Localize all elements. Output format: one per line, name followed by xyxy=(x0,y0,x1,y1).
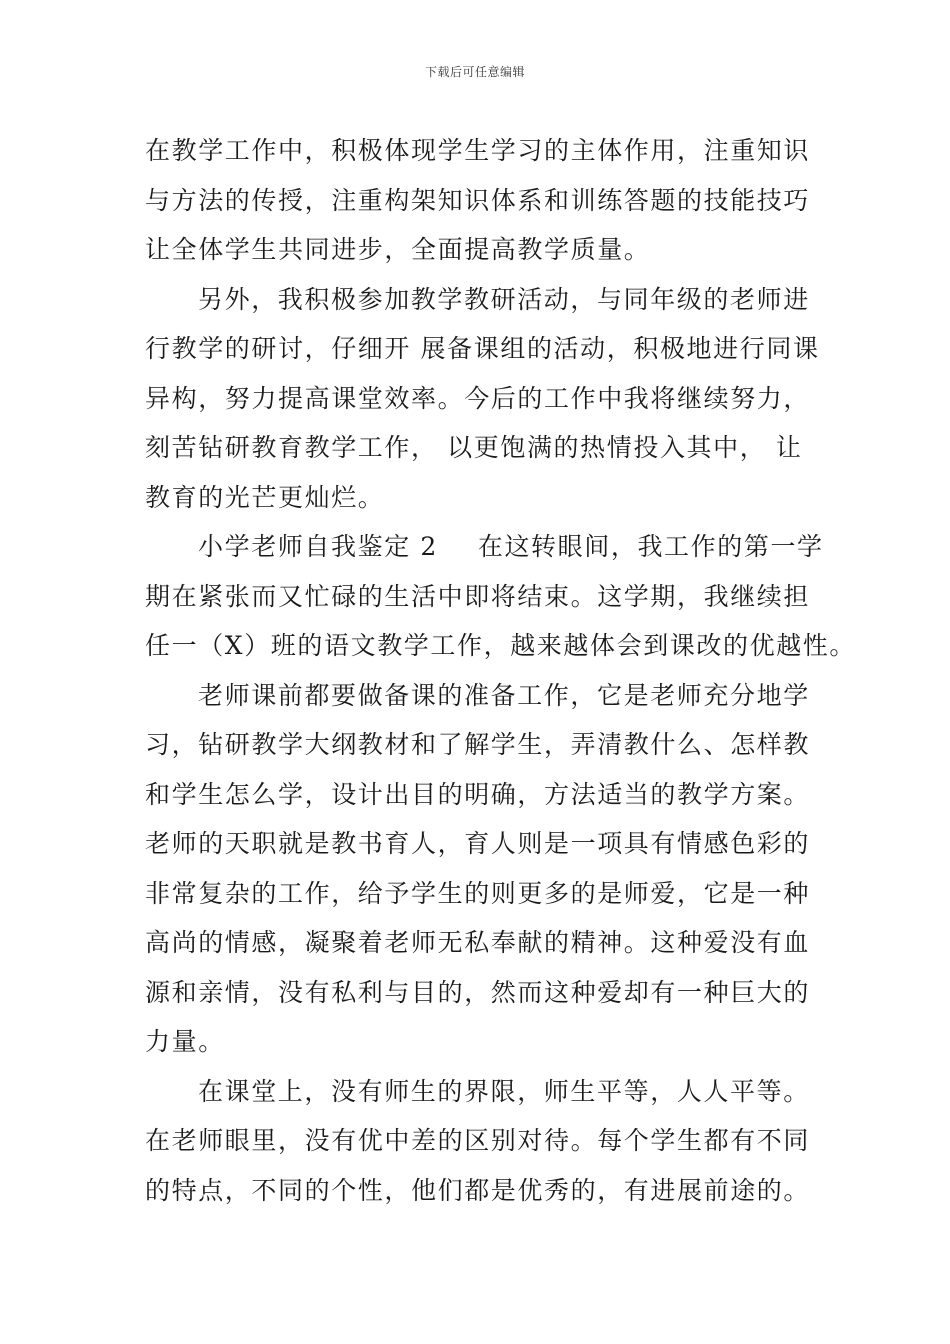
text-line: 老师课前都要做备课的准备工作，它是老师充分地学 xyxy=(198,680,810,710)
text-line: 源和亲情，没有私利与目的，然而这种爱却有一种巨大的 xyxy=(145,977,811,1007)
text-line: 老师的天职就是教书育人，育人则是一项具有情感色彩的 xyxy=(145,829,811,858)
text-line: 任一（X）班的语文教学工作，越来越体会到课改的优越性。 xyxy=(145,631,856,660)
text-line: 教育的光芒更灿烂。 xyxy=(145,482,385,512)
page-header: 下载后可任意编辑 xyxy=(424,65,525,79)
text-line: 期在紧张而又忙碌的生活中即将结束。这学期，我继续担 xyxy=(145,581,811,611)
document-body xyxy=(145,126,856,1215)
text-line: 与方法的传授，注重构架知识体系和训练答题的技能技巧 xyxy=(145,185,811,215)
section-heading: 小学老师自我鉴定 2 xyxy=(198,532,438,561)
text-line: 高尚的情感，凝聚着老师无私奉献的精神。这种爱没有血 xyxy=(145,928,811,957)
text-line: 和学生怎么学，设计出目的明确，方法适当的教学方案。 xyxy=(145,779,811,809)
text-line: 让全体学生共同进步，全面提高教学质量。 xyxy=(145,235,651,264)
section-heading-line xyxy=(145,522,824,572)
text-line: 在教学工作中，积极体现学生学习的主体作用，注重知识 xyxy=(145,136,811,165)
text-line: 在课堂上，没有师生的界限，师生平等，人人平等。 xyxy=(198,1076,810,1106)
text-line: 力量。 xyxy=(145,1027,225,1056)
text-line: 另外，我积极参加教学教研活动，与同年级的老师进 xyxy=(198,284,810,314)
text-line: 非常复杂的工作，给予学生的则更多的是师爱，它是一种 xyxy=(145,878,811,908)
text-line: 刻苦钻研教育教学工作， 以更饱满的热情投入其中， 让 xyxy=(145,433,803,462)
text-line: 在老师眼里，没有优中差的区别对待。每个学生都有不同 xyxy=(145,1126,811,1155)
text-line: 在这转眼间，我工作的第一学 xyxy=(477,532,824,561)
text-line: 行教学的研讨，仔细开 展备课组的活动，积极地进行同课 xyxy=(145,334,820,363)
text-line: 异构，努力提高课堂效率。今后的工作中我将继续努力， xyxy=(145,383,811,413)
text-line: 的特点，不同的个性，他们都是优秀的，有进展前途的。 xyxy=(145,1175,811,1205)
text-line: 习，钻研教学大纲教材和了解学生，弄清教什么、怎样教 xyxy=(145,730,811,759)
